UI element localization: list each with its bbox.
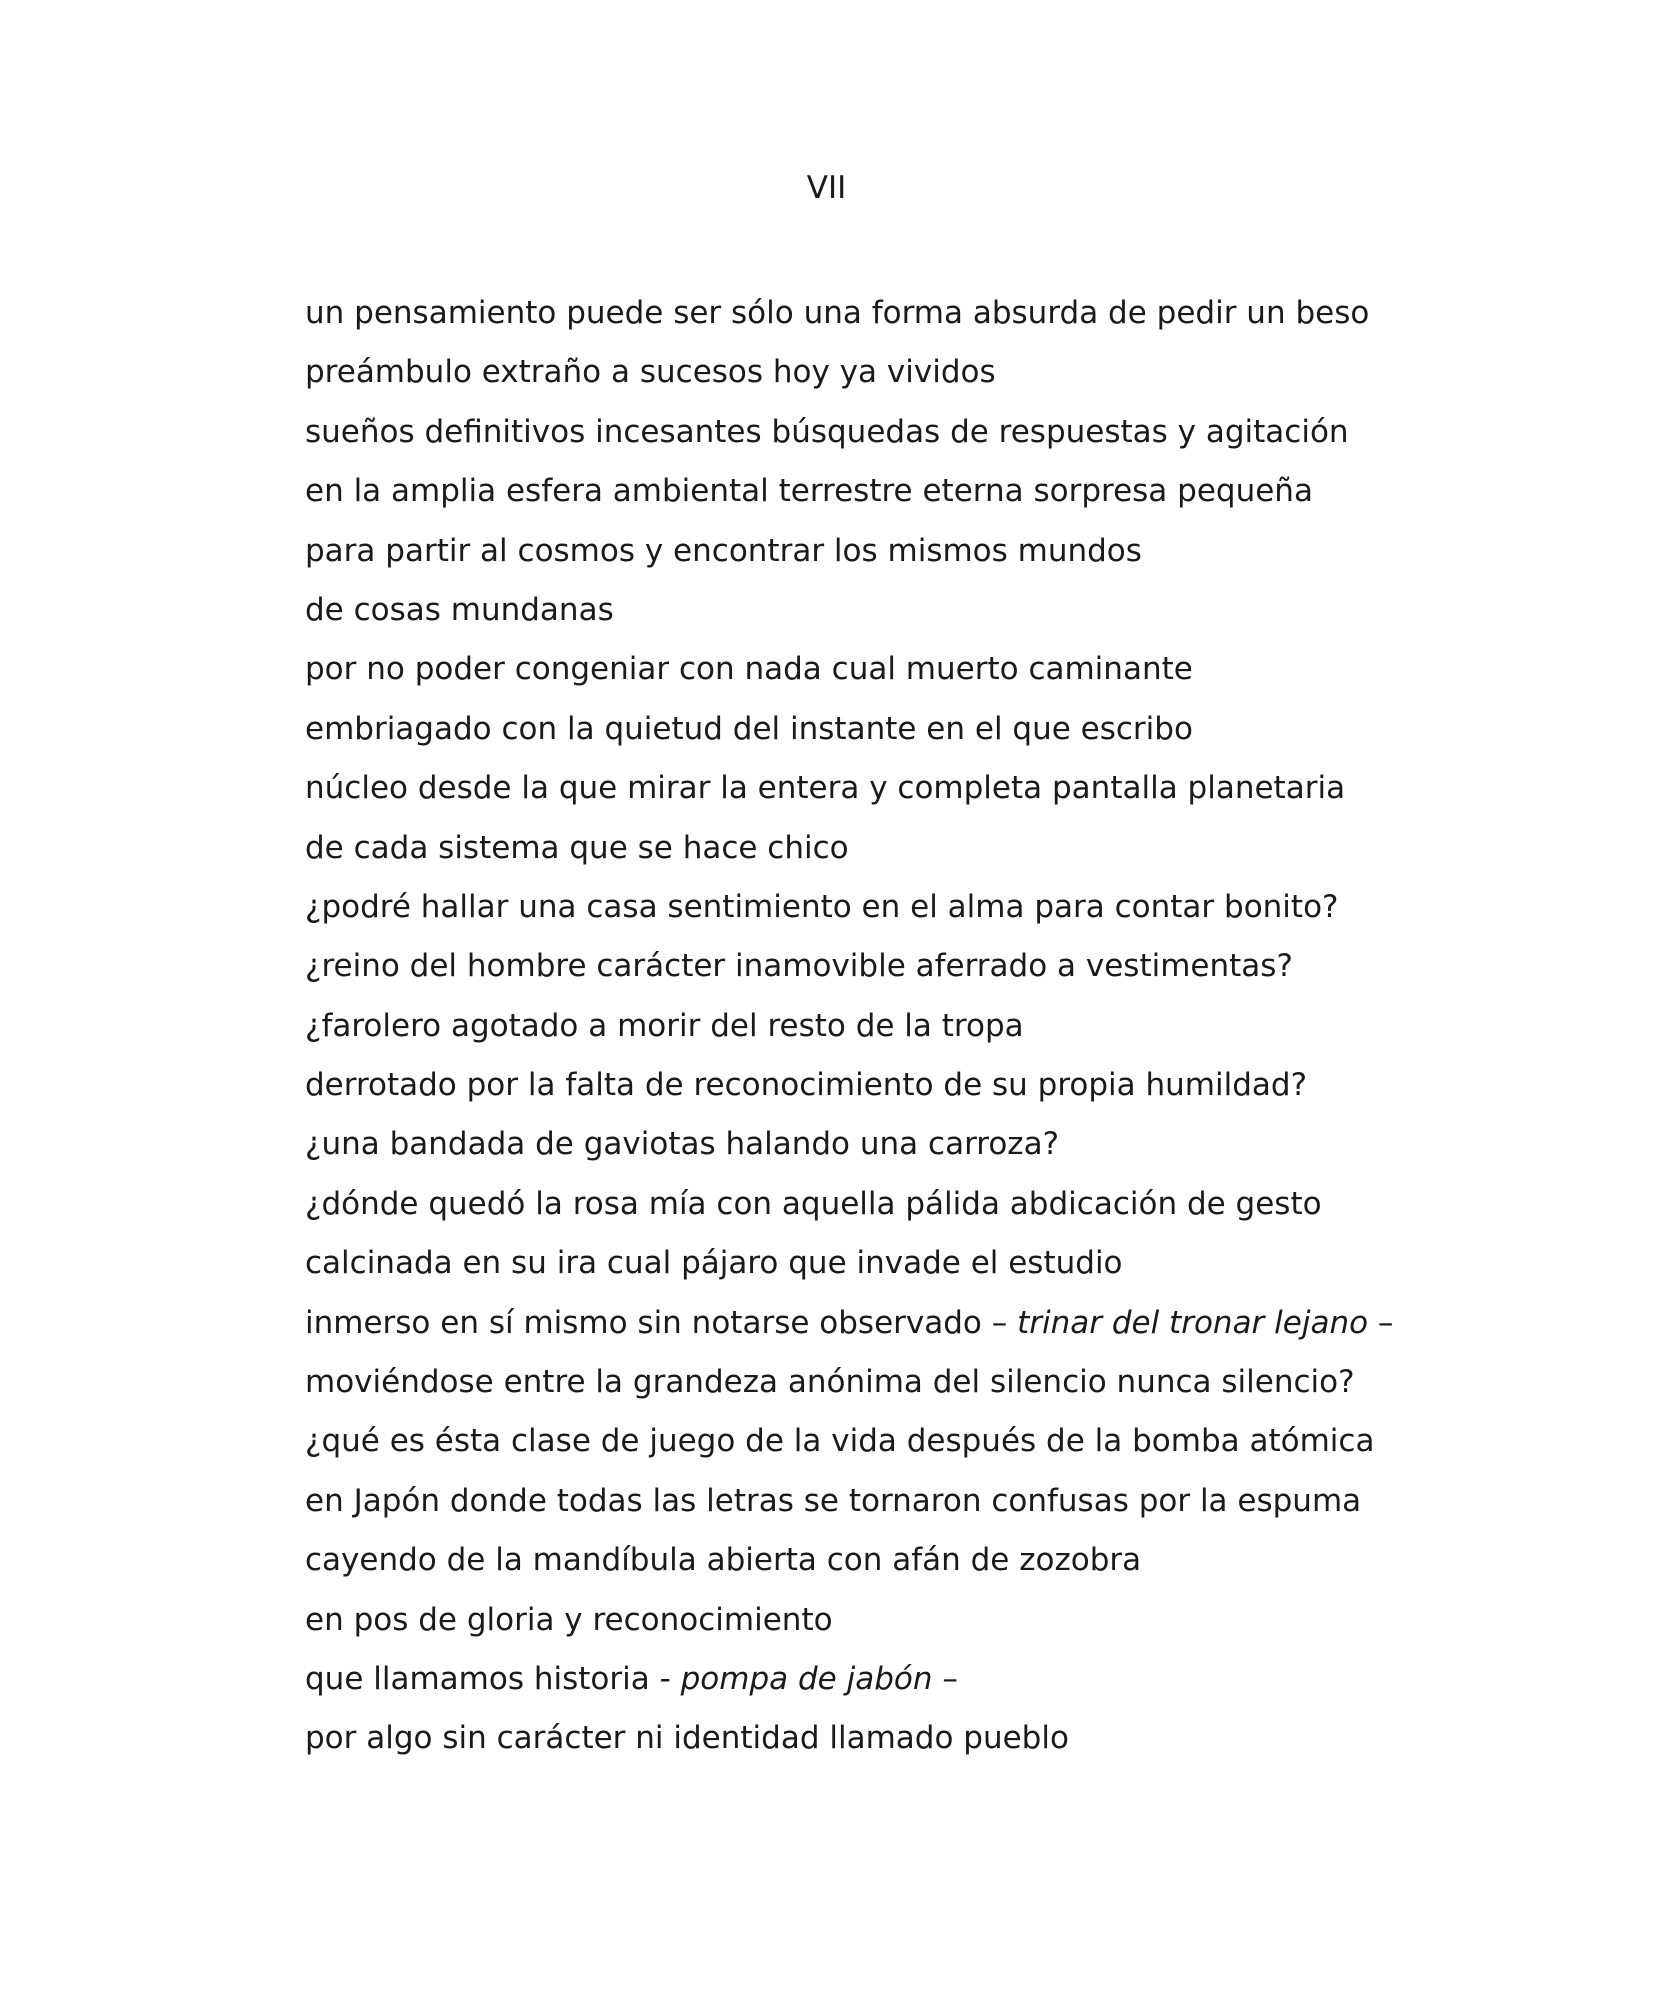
poem-line-segment: calcinada en su ira cual pájaro que invade el estudio xyxy=(305,1245,1123,1282)
poem-line xyxy=(305,1294,1605,1353)
poem-line xyxy=(305,462,1605,521)
poem-line-segment: ¿una bandada de gaviotas halando una carroza? xyxy=(305,1126,1060,1163)
poem-line xyxy=(305,1531,1605,1590)
poem-line xyxy=(305,1472,1605,1531)
poem-line-segment: embriagado con la quietud del instante en el que escribo xyxy=(305,710,1193,747)
poem-line-segment: ¿qué es ésta clase de juego de la vida después de la bomba atómica xyxy=(305,1423,1375,1460)
poem-line-segment: por algo sin carácter ni identidad llamado pueblo xyxy=(305,1720,1069,1757)
poem-line xyxy=(305,1115,1605,1174)
poem-line-segment: en Japón donde todas las letras se tornaron confusas por la espuma xyxy=(305,1482,1362,1519)
poem-line-segment: un pensamiento puede ser sólo una forma absurda de pedir un beso xyxy=(305,295,1370,331)
poem-line xyxy=(305,403,1605,462)
poem-line xyxy=(305,1591,1605,1650)
poem-line xyxy=(305,343,1605,402)
section-number: VII xyxy=(806,170,847,206)
poem-line xyxy=(305,1650,1605,1709)
poem-line-segment: preámbulo extraño a sucesos hoy ya vividos xyxy=(305,354,996,391)
poem-line xyxy=(305,819,1605,878)
poem-line xyxy=(305,1175,1605,1234)
poem-line xyxy=(305,1709,1605,1768)
poem-line xyxy=(305,1234,1605,1293)
poem-line xyxy=(305,1412,1605,1471)
poem-line-italic-segment: pompa de jabón xyxy=(680,1660,933,1697)
poem-line-segment: cayendo de la mandíbula abierta con afán de zozobra xyxy=(305,1542,1142,1579)
poem-line xyxy=(305,581,1605,640)
poem-body xyxy=(305,284,1605,1769)
poem-line xyxy=(305,937,1605,996)
poem-line xyxy=(305,284,1605,343)
poem-line-segment: ¿reino del hombre carácter inamovible aferrado a vestimentas? xyxy=(305,948,1293,985)
poem-line-segment: – xyxy=(932,1660,958,1697)
poem-line-segment: ¿podré hallar una casa sentimiento en el alma para contar bonito? xyxy=(305,888,1339,925)
poem-line-segment: por no poder congeniar con nada cual muerto caminante xyxy=(305,651,1193,688)
poem-line xyxy=(305,522,1605,581)
poem-line-segment: en pos de gloria y reconocimiento xyxy=(305,1601,833,1638)
poem-line xyxy=(305,759,1605,818)
poem-line xyxy=(305,1353,1605,1412)
poem-line-segment: de cosas mundanas xyxy=(305,591,614,628)
poem-line-segment: que llamamos historia - xyxy=(305,1660,681,1697)
poem-line-segment: ¿dónde quedó la rosa mía con aquella pálida abdicación de gesto xyxy=(305,1185,1322,1222)
poem-line xyxy=(305,700,1605,759)
poem-line-segment: en la amplia esfera ambiental terrestre eterna sorpresa pequeña xyxy=(305,473,1313,510)
poem-line-segment: de cada sistema que se hace chico xyxy=(305,829,849,866)
poem-line-segment: inmerso en sí mismo sin notarse observado – xyxy=(305,1304,1018,1341)
poem-line xyxy=(305,878,1605,937)
poem-line-segment: sueños definitivos incesantes búsquedas de respuestas y agitación xyxy=(305,413,1349,450)
poem-line-segment: núcleo desde la que mirar la entera y completa pantalla planetaria xyxy=(305,770,1346,807)
poem-line-segment: – xyxy=(1368,1304,1394,1341)
poem-line xyxy=(305,1056,1605,1115)
poem-line xyxy=(305,997,1605,1056)
poem-line-segment: para partir al cosmos y encontrar los mismos mundos xyxy=(305,532,1142,569)
poem-line-segment: moviéndose entre la grandeza anónima del silencio nunca silencio? xyxy=(305,1364,1355,1401)
poem-line-segment: ¿farolero agotado a morir del resto de la tropa xyxy=(305,1007,1024,1044)
poem-line xyxy=(305,640,1605,699)
poem-line-italic-segment: trinar del tronar lejano xyxy=(1017,1304,1369,1341)
poem-line-segment: derrotado por la falta de reconocimiento de su propia humildad? xyxy=(305,1067,1308,1104)
